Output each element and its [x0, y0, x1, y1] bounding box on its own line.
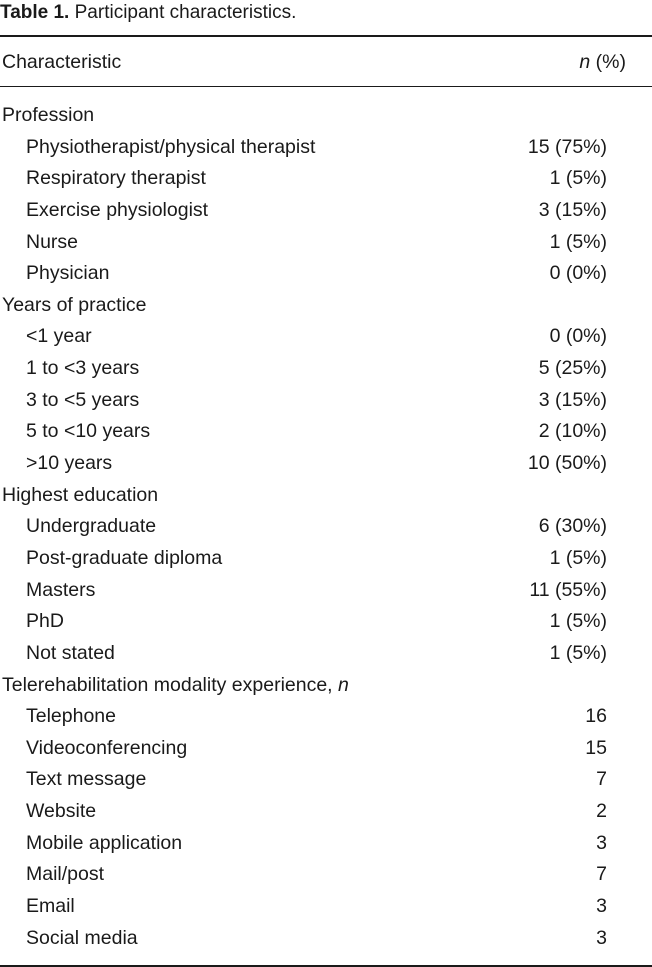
table-row [0, 321, 652, 353]
row-value: 16 [585, 705, 607, 728]
table-group-row [0, 480, 652, 512]
row-value: 6 (30%) [538, 515, 607, 538]
table-row [0, 416, 652, 448]
table-row [0, 828, 652, 860]
label-text: Undergraduate [26, 515, 157, 538]
label-text: Text message [26, 768, 147, 791]
table-group-row [0, 290, 652, 322]
column-header-n-symbol: n [579, 51, 591, 73]
column-header-n-suffix: (%) [595, 51, 626, 73]
label-text: Profession [2, 104, 95, 126]
label-text: Nurse [26, 230, 79, 253]
row-value: 3 (15%) [538, 388, 607, 411]
table-row [0, 891, 652, 923]
row-label [26, 764, 146, 796]
column-header-characteristic: Characteristic [2, 51, 122, 73]
row-label [26, 606, 64, 638]
row-label [26, 923, 138, 955]
label-text: Physiotherapist/physical therapist [26, 135, 316, 158]
column-header-n [579, 50, 626, 74]
table-row [0, 764, 652, 796]
label-text: Post-graduate diploma [26, 546, 223, 569]
group-label [2, 480, 158, 512]
row-value: 15 [585, 736, 607, 759]
row-label [26, 227, 78, 259]
row-value: 2 (10%) [538, 420, 607, 443]
row-label [26, 733, 187, 765]
label-text: Not stated [26, 641, 115, 664]
row-value: 3 (15%) [538, 198, 607, 221]
label-italic-symbol: n [338, 673, 349, 696]
table-row [0, 258, 652, 290]
table-row [0, 606, 652, 638]
row-label [26, 353, 139, 385]
row-value: 1 (5%) [549, 167, 607, 190]
table-row [0, 353, 652, 385]
table-row [0, 163, 652, 195]
row-label [26, 859, 104, 891]
label-text: Years of practice [2, 293, 147, 316]
table-header-rule [0, 86, 652, 87]
table-row [0, 923, 652, 955]
label-text: Respiratory therapist [26, 167, 206, 190]
group-label [2, 670, 349, 702]
row-label [26, 891, 75, 923]
table-caption-text: Participant characteristics. [74, 2, 297, 23]
row-value: 2 [596, 800, 607, 823]
table-row [0, 448, 652, 480]
row-value: 1 (5%) [549, 610, 607, 633]
label-text: 5 to <10 years [26, 420, 151, 443]
row-value: 7 [596, 863, 607, 886]
row-label [26, 511, 156, 543]
label-text: Social media [26, 926, 138, 949]
table-group-row [0, 100, 652, 132]
table-top-rule [0, 35, 652, 37]
table-row [0, 733, 652, 765]
row-value: 0 (0%) [549, 325, 607, 348]
row-value: 7 [596, 768, 607, 791]
row-label [26, 132, 315, 164]
label-text: PhD [26, 610, 64, 633]
label-text: Videoconferencing [26, 736, 188, 759]
label-text: Exercise physiologist [26, 198, 209, 221]
table-header-row [0, 50, 652, 74]
label-text: Highest education [2, 483, 159, 506]
label-text: Mail/post [26, 863, 105, 886]
row-value: 1 (5%) [549, 641, 607, 664]
row-value: 10 (50%) [527, 452, 607, 475]
table-row [0, 796, 652, 828]
row-value: 11 (55%) [529, 578, 607, 601]
table-body [0, 100, 652, 954]
row-label [26, 638, 115, 670]
row-label [26, 701, 116, 733]
row-label [26, 543, 222, 575]
table-row [0, 195, 652, 227]
group-label [2, 290, 147, 322]
table-row [0, 859, 652, 891]
row-label [26, 195, 208, 227]
row-label [26, 796, 96, 828]
row-label [26, 385, 139, 417]
group-label [2, 100, 94, 132]
table-row [0, 638, 652, 670]
label-text: >10 years [26, 452, 113, 475]
row-label [26, 828, 182, 860]
table-row [0, 385, 652, 417]
label-text: Telerehabilitation modality experience, [2, 673, 339, 696]
row-label [26, 321, 92, 353]
label-text: Physician [26, 262, 110, 285]
row-value: 3 [596, 926, 607, 949]
table-row [0, 701, 652, 733]
label-text: 3 to <5 years [26, 388, 140, 411]
table-row [0, 575, 652, 607]
table-row [0, 132, 652, 164]
table-row [0, 511, 652, 543]
label-text: Masters [26, 578, 96, 601]
label-text: Website [26, 800, 97, 823]
row-label [26, 575, 95, 607]
table-group-row [0, 670, 652, 702]
row-value: 1 (5%) [549, 230, 607, 253]
row-value: 0 (0%) [549, 262, 607, 285]
row-value: 3 [596, 895, 607, 918]
row-label [26, 258, 109, 290]
row-label [26, 416, 150, 448]
label-text: <1 year [26, 325, 92, 348]
label-text: 1 to <3 years [26, 357, 140, 380]
row-label [26, 163, 206, 195]
table-row [0, 227, 652, 259]
table-caption-label: Table 1. [0, 2, 70, 23]
label-text: Email [26, 895, 75, 918]
row-value: 5 (25%) [538, 357, 607, 380]
row-value: 15 (75%) [527, 135, 607, 158]
label-text: Telephone [26, 705, 116, 728]
table-row [0, 543, 652, 575]
row-value: 3 [596, 831, 607, 854]
row-value: 1 (5%) [549, 546, 607, 569]
label-text: Mobile application [26, 831, 183, 854]
row-label [26, 448, 112, 480]
table-caption [0, 2, 296, 24]
